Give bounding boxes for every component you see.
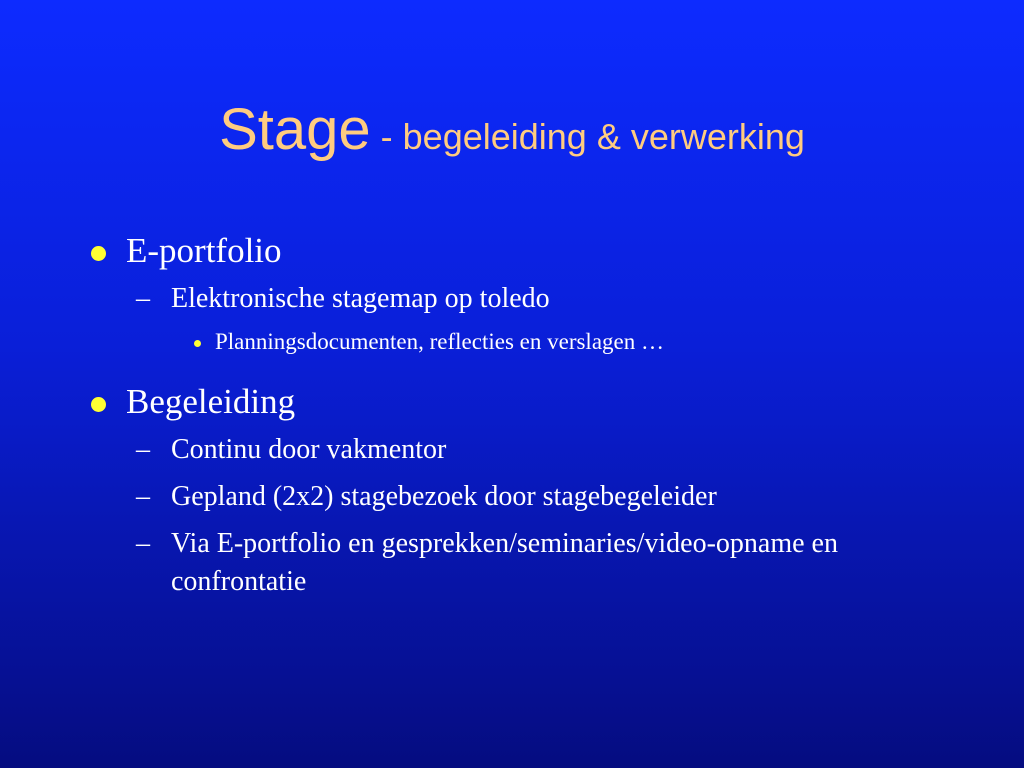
slide-title-main: Stage	[219, 97, 371, 162]
slide-content	[84, 228, 964, 610]
bullet-eportfolio	[84, 228, 964, 274]
sub-bullet-eportfolio-gesprekken	[84, 525, 871, 601]
sub-bullet-text: Continu door vakmentor	[171, 434, 447, 465]
bullet-text: E-portfolio	[126, 231, 282, 270]
sub-bullet-stagebezoek	[84, 478, 964, 516]
bullet-begeleiding	[84, 379, 964, 425]
bullet-dot-icon	[91, 246, 106, 261]
sub-bullet-text: Via E-portfolio en gesprekken/seminaries/video-opname en confrontatie	[171, 528, 838, 597]
dash-icon: –	[136, 434, 150, 465]
slide-title-subtitle: - begeleiding & verwerking	[370, 116, 805, 157]
sub-bullet-text: Gepland (2x2) stagebezoek door stagebegeleider	[171, 481, 717, 512]
sub-bullet-text: Elektronische stagemap op toledo	[171, 283, 550, 314]
bullet-dot-icon	[91, 397, 106, 412]
sub-bullet-stagemap	[84, 280, 964, 318]
slide-title	[0, 96, 1024, 163]
dash-icon: –	[136, 528, 150, 559]
sub-sub-bullet-documents	[84, 327, 964, 357]
small-bullet-dot-icon	[194, 340, 201, 347]
dash-icon: –	[136, 481, 150, 512]
sub-bullet-vakmentor	[84, 431, 964, 469]
bullet-text: Begeleiding	[126, 382, 296, 421]
dash-icon: –	[136, 283, 150, 314]
sub-sub-bullet-text: Planningsdocumenten, reflecties en verslagen …	[215, 329, 664, 354]
